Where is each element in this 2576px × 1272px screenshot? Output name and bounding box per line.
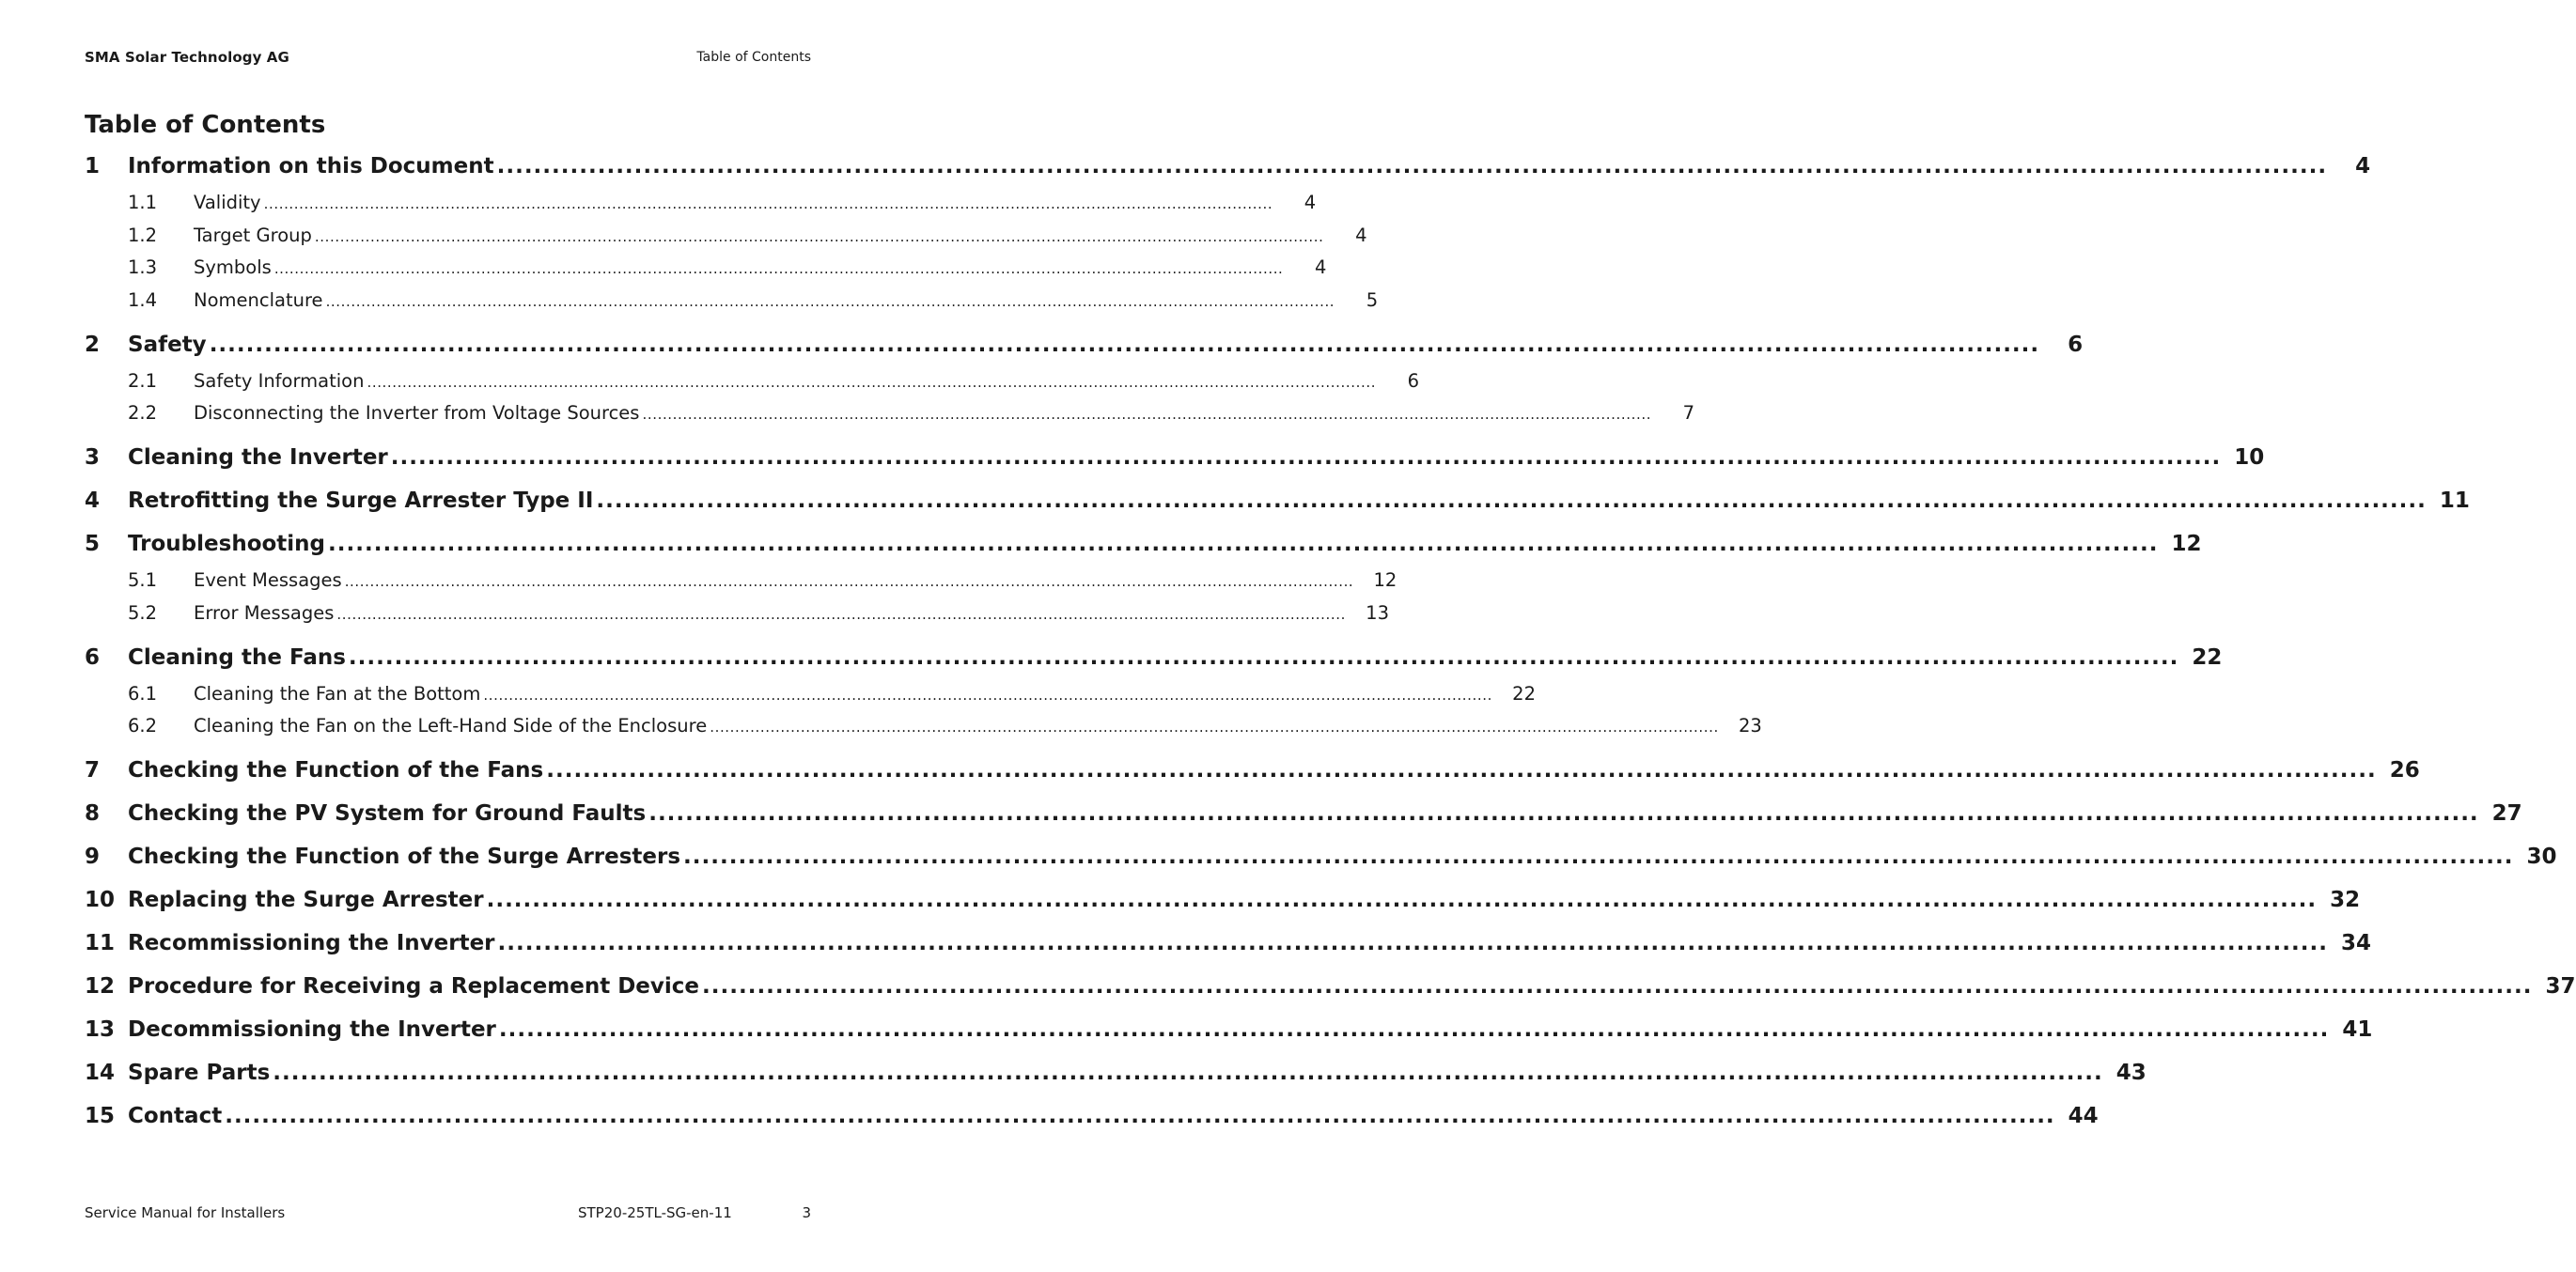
page-number: 37 — [2545, 974, 2576, 999]
section-number: 1.1 — [128, 192, 158, 213]
dot-leader: ........................................................................................................................................................................................................ — [596, 489, 2427, 513]
chapter-title: Checking the PV System for Ground Faults — [128, 801, 647, 826]
page-number: 5 — [1366, 288, 1379, 311]
chapter-number: 3 — [85, 445, 101, 470]
toc-chapter-entry[interactable] — [85, 931, 2371, 974]
chapter-title: Information on this Document — [128, 154, 494, 178]
dot-leader: ........................................................................................................................................................................................................ — [325, 292, 1335, 310]
page-number: 34 — [2340, 931, 2371, 955]
dot-leader: ........................................................................................................................................................................................................ — [209, 332, 2040, 357]
toc-chapter-entry[interactable] — [85, 532, 2202, 569]
page-number: 4 — [1315, 256, 1327, 278]
chapter-title: Cleaning the Fans — [128, 644, 346, 670]
toc-chapter-entry[interactable] — [85, 1104, 2099, 1147]
toc-chapter-entry[interactable] — [85, 845, 2557, 888]
chapter-number: 2 — [85, 332, 101, 357]
page-number: 27 — [2491, 801, 2522, 826]
page-number: 10 — [2234, 445, 2265, 470]
page-title: Table of Contents — [85, 111, 326, 139]
chapter-title: Procedure for Receiving a Replacement Device — [128, 974, 700, 999]
page-number: 44 — [2068, 1104, 2099, 1128]
section-title: Cleaning the Fan on the Left-Hand Side of the Enclosure — [194, 715, 708, 737]
dot-leader: ........................................................................................................................................................................................................ — [702, 974, 2533, 999]
dot-leader: ........................................................................................................................................................................................................ — [648, 801, 2479, 826]
section-number: 1.3 — [128, 256, 158, 278]
page-number: 4 — [1355, 224, 1367, 246]
dot-leader: ........................................................................................................................................................................................................ — [344, 573, 1354, 590]
page-number: 22 — [1512, 682, 1536, 705]
page-number: 23 — [1739, 715, 1762, 737]
page-number: 6 — [2068, 332, 2084, 357]
dot-leader: ........................................................................................................................................................................................................ — [314, 227, 1324, 245]
chapter-title: Cleaning the Inverter — [128, 445, 388, 470]
dot-leader: ........................................................................................................................................................................................................ — [263, 195, 1273, 212]
page-number: 4 — [2355, 154, 2371, 178]
page-number: 41 — [2342, 1017, 2373, 1042]
toc-chapter-entry[interactable] — [85, 644, 2223, 683]
section-title: Error Messages — [194, 601, 335, 624]
dot-leader: ........................................................................................................................................................................................................ — [273, 1061, 2103, 1085]
page-number: 4 — [1304, 192, 1317, 213]
chapter-title: Replacing the Surge Arrester — [128, 888, 484, 912]
dot-leader: ........................................................................................................................................................................................................ — [225, 1104, 2055, 1128]
toc-section-entry[interactable] — [85, 682, 1536, 716]
section-number: 5.2 — [128, 601, 158, 624]
chapter-title: Contact — [128, 1104, 223, 1128]
toc-chapter-entry[interactable] — [85, 1017, 2373, 1061]
chapter-number: 7 — [85, 758, 101, 783]
header-section-title: Table of Contents — [696, 50, 811, 65]
toc-section-entry[interactable] — [85, 569, 1397, 602]
toc-section-entry[interactable] — [85, 192, 1317, 225]
page-number: 12 — [2171, 532, 2202, 556]
toc-chapter-entry[interactable] — [85, 888, 2361, 931]
toc-chapter-entry[interactable] — [85, 801, 2522, 845]
dot-leader: ........................................................................................................................................................................................................ — [483, 686, 1492, 704]
section-title: Disconnecting the Inverter from Voltage Sources — [194, 402, 640, 424]
toc-section-entry[interactable] — [85, 715, 1762, 758]
chapter-number: 1 — [85, 154, 101, 178]
section-title: Target Group — [194, 224, 312, 246]
dot-leader: ........................................................................................................................................................................................................ — [642, 406, 1652, 423]
chapter-number: 10 — [85, 888, 116, 912]
chapter-number: 13 — [85, 1017, 116, 1042]
toc-chapter-entry[interactable] — [85, 154, 2371, 192]
chapter-title: Recommissioning the Inverter — [128, 931, 495, 955]
footer-manual-name: Service Manual for Installers — [85, 1204, 286, 1221]
toc-section-entry[interactable] — [85, 601, 1389, 645]
chapter-number: 12 — [85, 974, 116, 999]
section-number: 1.4 — [128, 288, 158, 311]
section-number: 5.1 — [128, 569, 158, 591]
chapter-number: 9 — [85, 845, 101, 869]
chapter-title: Decommissioning the Inverter — [128, 1017, 496, 1042]
toc-section-entry[interactable] — [85, 402, 1695, 445]
section-title: Symbols — [194, 256, 272, 278]
dot-leader: ........................................................................................................................................................................................................ — [273, 260, 1284, 277]
section-title: Cleaning the Fan at the Bottom — [194, 682, 481, 705]
chapter-title: Spare Parts — [128, 1061, 271, 1085]
section-number: 2.2 — [128, 402, 158, 424]
chapter-number: 11 — [85, 931, 116, 955]
toc-chapter-entry[interactable] — [85, 489, 2470, 532]
chapter-title: Safety — [128, 332, 207, 357]
toc-section-entry[interactable] — [85, 256, 1327, 289]
page-number: 30 — [2526, 845, 2557, 869]
page-number: 13 — [1366, 601, 1389, 624]
dot-leader: ........................................................................................................................................................................................................ — [336, 605, 1346, 623]
toc-chapter-entry[interactable] — [85, 974, 2576, 1017]
dot-leader: ........................................................................................................................................................................................................ — [710, 719, 1719, 736]
section-number: 6.2 — [128, 715, 158, 737]
page-number: 12 — [1373, 569, 1397, 591]
page-number: 7 — [1682, 402, 1695, 424]
chapter-title: Checking the Function of the Fans — [128, 758, 544, 783]
chapter-number: 6 — [85, 644, 101, 670]
page-number: 11 — [2439, 489, 2470, 513]
toc-section-entry[interactable] — [85, 288, 1379, 333]
dot-leader: ........................................................................................................................................................................................................ — [498, 1017, 2330, 1042]
table-of-contents — [85, 154, 2576, 1147]
section-number: 6.1 — [128, 682, 158, 705]
chapter-number: 4 — [85, 489, 101, 513]
footer-page-number: 3 — [802, 1204, 811, 1221]
toc-section-entry[interactable] — [85, 224, 1367, 257]
section-title: Validity — [194, 192, 261, 213]
page-number: 26 — [2389, 758, 2420, 783]
dot-leader: ........................................................................................................................................................................................................ — [546, 758, 2377, 783]
toc-chapter-entry[interactable] — [85, 1061, 2147, 1104]
dot-leader: ........................................................................................................................................................................................................ — [390, 445, 2222, 470]
section-title: Nomenclature — [194, 288, 323, 311]
chapter-title: Checking the Function of the Surge Arresters — [128, 845, 681, 869]
header-company: SMA Solar Technology AG — [85, 49, 289, 66]
section-title: Event Messages — [194, 569, 342, 591]
toc-chapter-entry[interactable] — [85, 445, 2265, 489]
page-number: 22 — [2192, 644, 2223, 670]
chapter-number: 15 — [85, 1104, 116, 1128]
chapter-title: Troubleshooting — [128, 532, 326, 556]
chapter-number: 5 — [85, 532, 101, 556]
section-number: 2.1 — [128, 369, 158, 392]
toc-chapter-entry[interactable] — [85, 332, 2084, 370]
chapter-number: 14 — [85, 1061, 116, 1085]
toc-chapter-entry[interactable] — [85, 758, 2420, 801]
page-number: 43 — [2115, 1061, 2147, 1085]
dot-leader: ........................................................................................................................................................................................................ — [496, 154, 2328, 178]
page-number: 32 — [2330, 888, 2361, 912]
toc-section-entry[interactable] — [85, 369, 1420, 403]
dot-leader: ........................................................................................................................................................................................................ — [486, 888, 2318, 912]
dot-leader: ........................................................................................................................................................................................................ — [367, 373, 1377, 391]
chapter-title: Retrofitting the Surge Arrester Type II — [128, 489, 594, 513]
dot-leader: ........................................................................................................................................................................................................ — [683, 845, 2514, 869]
dot-leader: ........................................................................................................................................................................................................ — [497, 931, 2328, 955]
footer-document-id: STP20-25TL-SG-en-11 — [578, 1204, 732, 1221]
dot-leader: ........................................................................................................................................................................................................ — [328, 532, 2159, 556]
section-number: 1.2 — [128, 224, 158, 246]
dot-leader: ........................................................................................................................................................................................................ — [348, 644, 2179, 670]
section-title: Safety Information — [194, 369, 365, 392]
chapter-number: 8 — [85, 801, 101, 826]
page-number: 6 — [1407, 369, 1420, 392]
